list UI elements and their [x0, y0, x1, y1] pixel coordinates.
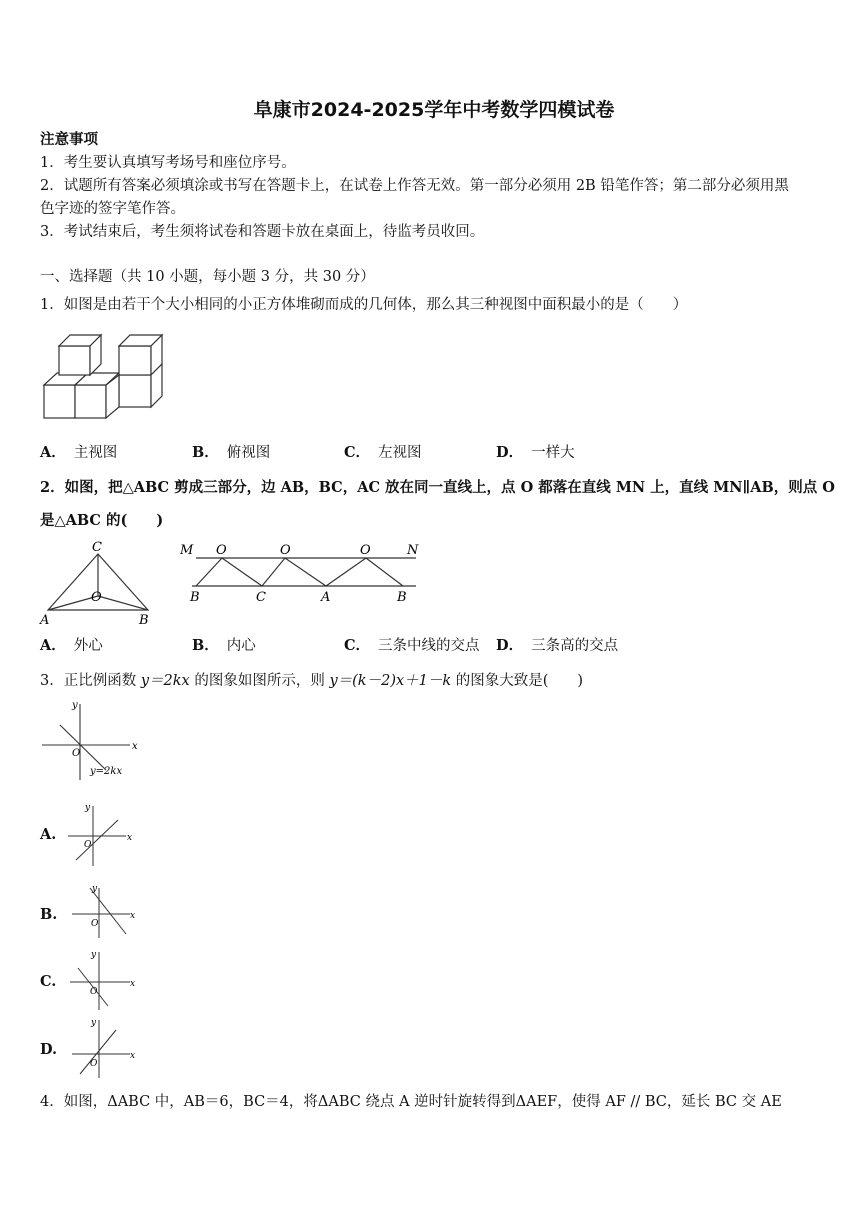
- q2-unfolded-figure: [178, 538, 428, 608]
- q3-given-graph: [38, 698, 138, 783]
- q3-option-d-graph[interactable]: [66, 1016, 138, 1080]
- q2-label-b2: B: [397, 590, 407, 605]
- q3-b-y-label: y: [92, 884, 98, 894]
- q3-option-b-graph[interactable]: [66, 882, 138, 942]
- q3-b-x-label: x: [130, 911, 136, 921]
- q3-option-a-graph[interactable]: [66, 802, 136, 868]
- q3-y-axis-label: y: [72, 700, 78, 711]
- notice-item-2-continued: 色字迹的签字笔作答。: [40, 201, 185, 217]
- q3-x-axis-label: x: [132, 741, 138, 752]
- q1-stem: 1．如图是由若干个大小相同的小正方体堆砌而成的几何体，那么其三种视图中面积最小的是（ ）: [40, 297, 688, 313]
- notice-item-3: 3．考试结束后，考生须将试卷和答题卡放在桌面上，待监考员收回。: [40, 224, 485, 240]
- q3-b-origin-label: O: [91, 919, 99, 929]
- section-heading: 一、选择题（共 10 小题，每小题 3 分，共 30 分）: [40, 269, 375, 285]
- q2-option-a[interactable]: A． 外心: [40, 637, 103, 654]
- q2-option-c[interactable]: C． 三条中线的交点: [344, 637, 480, 654]
- q3-c-origin-label: O: [90, 987, 98, 997]
- q3-option-c-label[interactable]: C.: [40, 973, 57, 990]
- q1-cube-figure: [42, 330, 172, 425]
- q3-c-y-label: y: [91, 950, 97, 960]
- q3-d-origin-label: O: [90, 1059, 98, 1069]
- q2-triangle-figure: [38, 538, 158, 628]
- q2-label-a2: A: [321, 590, 331, 605]
- q3-option-d-label[interactable]: D.: [40, 1041, 58, 1058]
- q2-label-c2: C: [256, 590, 266, 605]
- q2-label-o: O: [91, 590, 102, 605]
- q2-option-d[interactable]: D． 三条高的交点: [496, 637, 619, 654]
- q2-label-o1: O: [216, 543, 227, 558]
- q3-option-b-label[interactable]: B.: [40, 906, 58, 923]
- q2-label-b: B: [139, 613, 149, 628]
- q3-option-a-label[interactable]: A.: [40, 826, 57, 843]
- q2-label-a: A: [40, 613, 50, 628]
- q2-label-o2: O: [280, 543, 291, 558]
- q2-label-m: M: [180, 543, 194, 558]
- q2-option-b[interactable]: B． 内心: [192, 637, 256, 654]
- notice-heading: 注意事项: [40, 131, 98, 148]
- q2-label-c: C: [92, 540, 102, 555]
- page-title: 阜康市2024-2025学年中考数学四模试卷: [253, 99, 615, 121]
- q4-stem: 4．如图，ΔABC 中，AB＝6，BC＝4，将ΔABC 绕点 A 逆时针旋转得到ΔAEF，使得 AF // BC，延长 BC 交 AE: [40, 1094, 782, 1110]
- q3-a-x-label: x: [127, 833, 133, 843]
- q3-line-label: y=2kx: [90, 766, 123, 777]
- notice-item-1: 1．考生要认真填写考场号和座位序号。: [40, 155, 296, 171]
- q2-label-n: N: [407, 543, 419, 558]
- notice-item-2: 2．试题所有答案必须填涂或书写在答题卡上，在试卷上作答无效。第一部分必须用 2B 铅笔作答；第二部分必须用黑: [40, 178, 789, 194]
- q2-stem-line2: 是△ABC 的( ): [40, 512, 164, 529]
- q3-d-y-label: y: [91, 1018, 97, 1028]
- q3-d-x-label: x: [130, 1051, 136, 1061]
- q2-label-o3: O: [360, 543, 371, 558]
- q1-option-c[interactable]: C． 左视图: [344, 444, 422, 461]
- q2-label-b1: B: [190, 590, 200, 605]
- q1-option-d[interactable]: D． 一样大: [496, 444, 575, 461]
- q3-c-x-label: x: [130, 979, 136, 989]
- q3-option-c-graph[interactable]: [66, 948, 138, 1012]
- q1-option-b[interactable]: B． 俯视图: [192, 444, 271, 461]
- q1-option-a[interactable]: A． 主视图: [40, 444, 118, 461]
- q3-origin-label: O: [72, 748, 81, 759]
- q2-stem-line1: 2．如图，把△ABC 剪成三部分，边 AB，BC，AC 放在同一直线上，点 O 都落在直线 MN 上，直线 MN∥AB，则点 O: [40, 479, 835, 496]
- q3-stem: 3．正比例函数 y＝2kx 的图象如图所示，则 y＝(k－2)x＋1－k 的图象大致是( ): [40, 673, 584, 689]
- q3-a-y-label: y: [85, 803, 91, 813]
- q3-a-origin-label: O: [84, 840, 92, 850]
